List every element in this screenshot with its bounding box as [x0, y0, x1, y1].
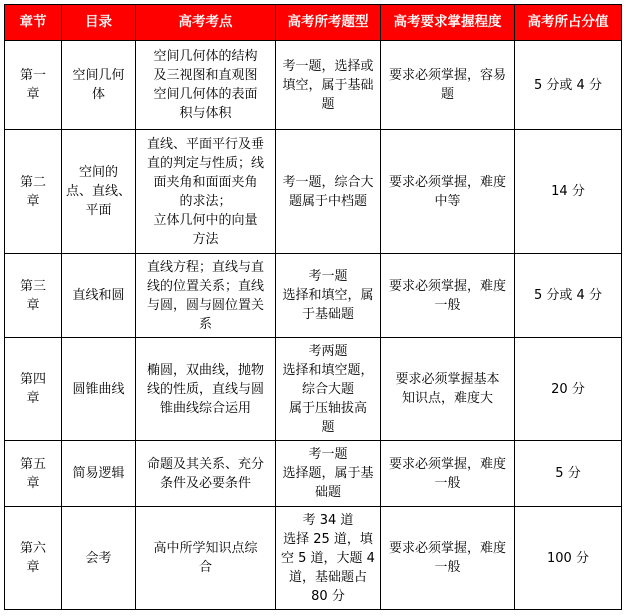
catalog-cell: 圆锥曲线 [62, 338, 136, 441]
question-type-cell: 考一题，综合大 题属于中档题 [276, 130, 381, 254]
exam-points-cell: 命题及其关系、充分 条件及必要条件 [136, 441, 276, 507]
table-row [5, 254, 622, 338]
question-type-cell: 考 34 道 选择 25 道，填 空 5 道，大题 4 道，基础题占 80 分 [276, 507, 381, 610]
exam-points-cell: 直线方程；直线与直 线的位置关系；直线 与圆，圆与圆位置关 系 [136, 254, 276, 338]
header-chapter: 章节 [5, 5, 62, 41]
table-row [5, 338, 622, 441]
mastery-level-cell: 要求必须掌握，容易 题 [381, 41, 515, 130]
mastery-level-cell: 要求必须掌握基本 知识点，难度大 [381, 338, 515, 441]
table-row [5, 130, 622, 254]
chapter-cell: 第五 章 [5, 441, 62, 507]
chapter-cell: 第二 章 [5, 130, 62, 254]
syllabus-table [4, 4, 622, 610]
chapter-cell: 第三 章 [5, 254, 62, 338]
exam-points-cell: 直线、平面平行及垂 直的判定与性质；线 面夹角和面面夹角 的求法； 立体几何中的向量 方法 [136, 130, 276, 254]
table-row [5, 41, 622, 130]
catalog-cell: 会考 [62, 507, 136, 610]
header-score: 高考所占分值 [515, 5, 622, 41]
catalog-cell: 空间几何 体 [62, 41, 136, 130]
score-cell: 20 分 [515, 338, 622, 441]
question-type-cell: 考两题 选择和填空题， 综合大题 属于压轴拔高 题 [276, 338, 381, 441]
mastery-level-cell: 要求必须掌握，难度 一般 [381, 254, 515, 338]
syllabus-table-wrapper [4, 4, 622, 610]
chapter-cell: 第一 章 [5, 41, 62, 130]
score-cell: 100 分 [515, 507, 622, 610]
score-cell: 5 分或 4 分 [515, 254, 622, 338]
exam-points-cell: 空间几何体的结构 及三视图和直观图 空间几何体的表面 积与体积 [136, 41, 276, 130]
header-mastery-level: 高考要求掌握程度 [381, 5, 515, 41]
chapter-cell: 第六 章 [5, 507, 62, 610]
header-row [5, 5, 622, 41]
header-question-type: 高考所考题型 [276, 5, 381, 41]
mastery-level-cell: 要求必须掌握，难度 中等 [381, 130, 515, 254]
table-row [5, 507, 622, 610]
catalog-cell: 简易逻辑 [62, 441, 136, 507]
header-catalog: 目录 [62, 5, 136, 41]
chapter-cell: 第四 章 [5, 338, 62, 441]
score-cell: 14 分 [515, 130, 622, 254]
score-cell: 5 分或 4 分 [515, 41, 622, 130]
exam-points-cell: 椭圆，双曲线，抛物 线的性质，直线与圆 锥曲线综合运用 [136, 338, 276, 441]
table-row [5, 441, 622, 507]
score-cell: 5 分 [515, 441, 622, 507]
mastery-level-cell: 要求必须掌握，难度 一般 [381, 441, 515, 507]
header-exam-points: 高考考点 [136, 5, 276, 41]
question-type-cell: 考一题 选择和填空，属 于基础题 [276, 254, 381, 338]
exam-points-cell: 高中所学知识点综 合 [136, 507, 276, 610]
mastery-level-cell: 要求必须掌握，难度 一般 [381, 507, 515, 610]
catalog-cell: 空间的 点、直线、 平面 [62, 130, 136, 254]
catalog-cell: 直线和圆 [62, 254, 136, 338]
question-type-cell: 考一题，选择或 填空，属于基础 题 [276, 41, 381, 130]
question-type-cell: 考一题 选择题，属于基 础题 [276, 441, 381, 507]
